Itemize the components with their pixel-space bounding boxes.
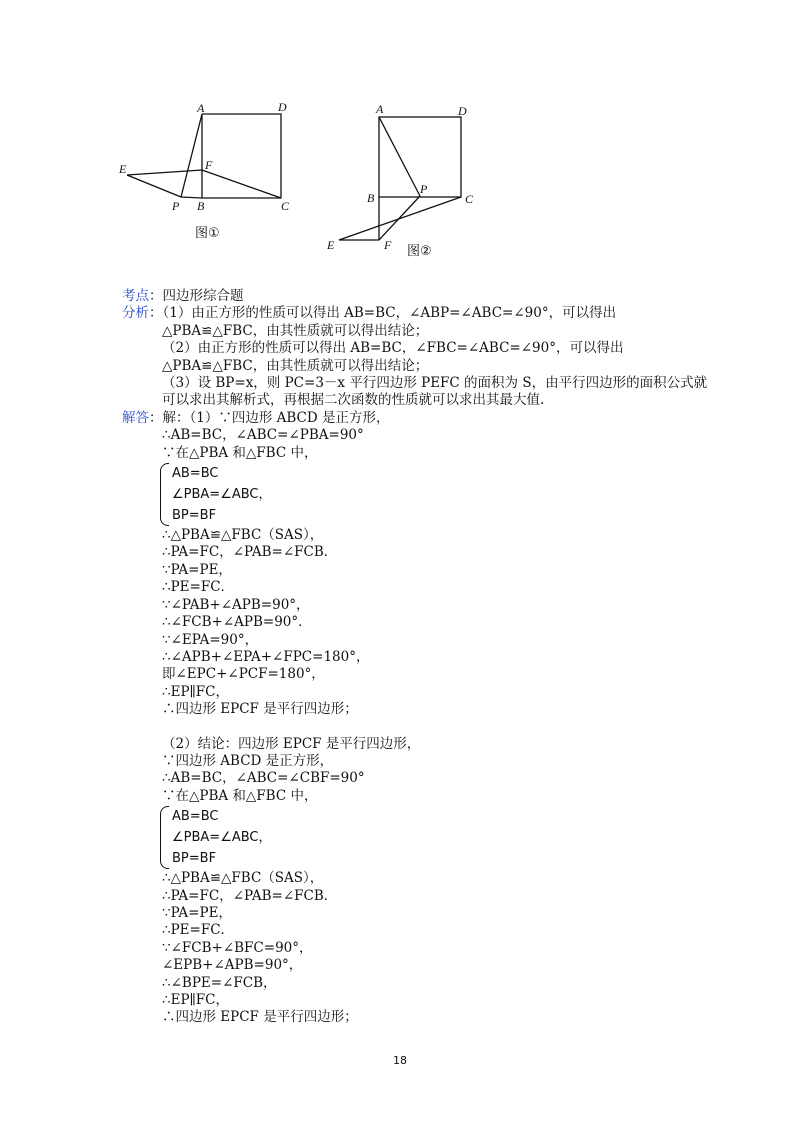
fenxi-line: △PBA≌△FBC，由其性质就可以得出结论； — [162, 357, 429, 374]
fig1-label-B: B — [197, 199, 205, 213]
equation-row: BP=BF — [172, 508, 217, 524]
step-line: ∵四边形 ABCD 是正方形， — [162, 752, 334, 769]
fenxi-line: 可以求出其解析式，再根据二次函数的性质就可以求出其最大值. — [162, 392, 545, 409]
step-line: （2）结论：四边形 EPCF 是平行四边形， — [162, 735, 421, 752]
step-line: 即∠EPC+∠PCF=180°， — [162, 666, 325, 683]
fig1-label-E: E — [119, 162, 127, 176]
step-line: ∵∠PAB+∠APB=90°， — [162, 596, 310, 613]
fig2-label-C: C — [465, 192, 474, 206]
fig1-label-D: D — [278, 100, 287, 114]
step-line: ∴△PBA≌△FBC（SAS）， — [162, 870, 324, 887]
fig1-label-A: A — [197, 101, 205, 115]
step-line: ∴四边形 EPCF 是平行四边形； — [162, 701, 358, 718]
equation-row: ∠PBA=∠ABC， — [172, 487, 272, 503]
fig1-label-F: F — [205, 158, 213, 172]
step-line: ∵在△PBA 和△FBC 中， — [162, 787, 318, 804]
kaodian-line — [122, 288, 682, 305]
equation-row: AB=BC — [172, 809, 219, 825]
geometry-figures — [115, 95, 515, 265]
step-line: ∵PA=PE， — [162, 561, 232, 578]
fig1-square — [202, 114, 281, 198]
fig1-line-FC — [202, 170, 281, 198]
step-line: ∴PE=FC． — [162, 579, 235, 596]
fenxi-line: 分析：（1）由正方形的性质可以得出 AB=BC，∠ABP=∠ABC=∠90°，可以得出 — [122, 305, 617, 322]
equation-system — [160, 463, 682, 526]
kaodian-label: 考点 — [122, 288, 149, 304]
fenxi-line: （2）由正方形的性质可以得出 AB=BC，∠FBC=∠ABC=∠90°，可以得出 — [162, 340, 624, 357]
kaodian-text: ：四边形综合题 — [149, 288, 244, 304]
equation-row: BP=BF — [172, 851, 217, 867]
fenxi-line: （3）设 BP=x，则 PC=3－x 平行四边形 PEFC 的面积为 S，由平行四边形的面积公式就 — [162, 375, 708, 392]
page-number: 18 — [393, 1054, 407, 1067]
fig1-caption: 图① — [195, 226, 220, 241]
step-line: ∴AB=BC，∠ABC=∠PBA=90° — [162, 427, 364, 444]
equation-row: AB=BC — [172, 466, 219, 482]
fig2-line-AP — [379, 117, 420, 196]
step-line: ∴EP∥FC， — [162, 992, 229, 1008]
step-line: ∵∠EPA=90°， — [162, 631, 259, 648]
step-line: ∴AB=BC，∠ABC=∠CBF=90° — [162, 770, 365, 787]
fenxi-line: △PBA≌△FBC，由其性质就可以得出结论； — [162, 322, 429, 339]
fig2-line-CE — [339, 197, 461, 240]
step-line: ∴PA=FC，∠PAB=∠FCB． — [162, 887, 338, 904]
brace-icon — [160, 463, 169, 526]
equation-row: ∠PBA=∠ABC， — [172, 830, 272, 846]
step-line: ∴∠FCB+∠APB=90°． — [162, 614, 312, 631]
equation-system — [160, 806, 682, 869]
fig2-label-E: E — [327, 238, 335, 252]
fig1-label-P: P — [172, 199, 180, 213]
fig2-caption: 图② — [407, 244, 432, 259]
jieda-line: 解答：解：（1）∵四边形 ABCD 是正方形， — [122, 409, 390, 426]
brace-icon — [160, 806, 169, 869]
fig2-label-B: B — [367, 191, 375, 205]
jieda-label: 解答 — [122, 409, 149, 426]
step-line: ∴∠APB+∠EPA+∠FPC=180°， — [162, 648, 370, 665]
step-line: ∴EP∥FC， — [162, 683, 229, 700]
solution-text — [122, 288, 708, 1027]
step-line: ∵PA=PE， — [162, 904, 232, 921]
fig2-label-P: P — [420, 182, 428, 196]
fig2-label-F: F — [384, 238, 392, 252]
fig1-label-C: C — [281, 199, 290, 213]
step-line: ∴四边形 EPCF 是平行四边形； — [162, 1009, 358, 1026]
step-line: ∠EPB+∠APB=90°， — [162, 957, 303, 974]
step-line: ∴∠BPE=∠FCB， — [162, 974, 277, 991]
step-line: ∴PA=FC，∠PAB=∠FCB． — [162, 544, 338, 561]
step-line: ∵在△PBA 和△FBC 中， — [162, 444, 318, 461]
fig1-line-EP — [127, 175, 181, 197]
step-line: ∴PE=FC． — [162, 922, 235, 939]
fig1-line-EF — [127, 170, 202, 175]
fenxi-label: 分析 — [122, 305, 149, 322]
fig2-label-D: D — [458, 104, 467, 118]
step-line: ∵∠FCB+∠BFC=90°， — [162, 939, 313, 956]
fig1-line-AP — [181, 114, 202, 197]
figures — [115, 95, 515, 265]
fig2-label-A: A — [376, 102, 384, 116]
step-line: ∴△PBA≌△FBC（SAS）， — [162, 527, 324, 544]
